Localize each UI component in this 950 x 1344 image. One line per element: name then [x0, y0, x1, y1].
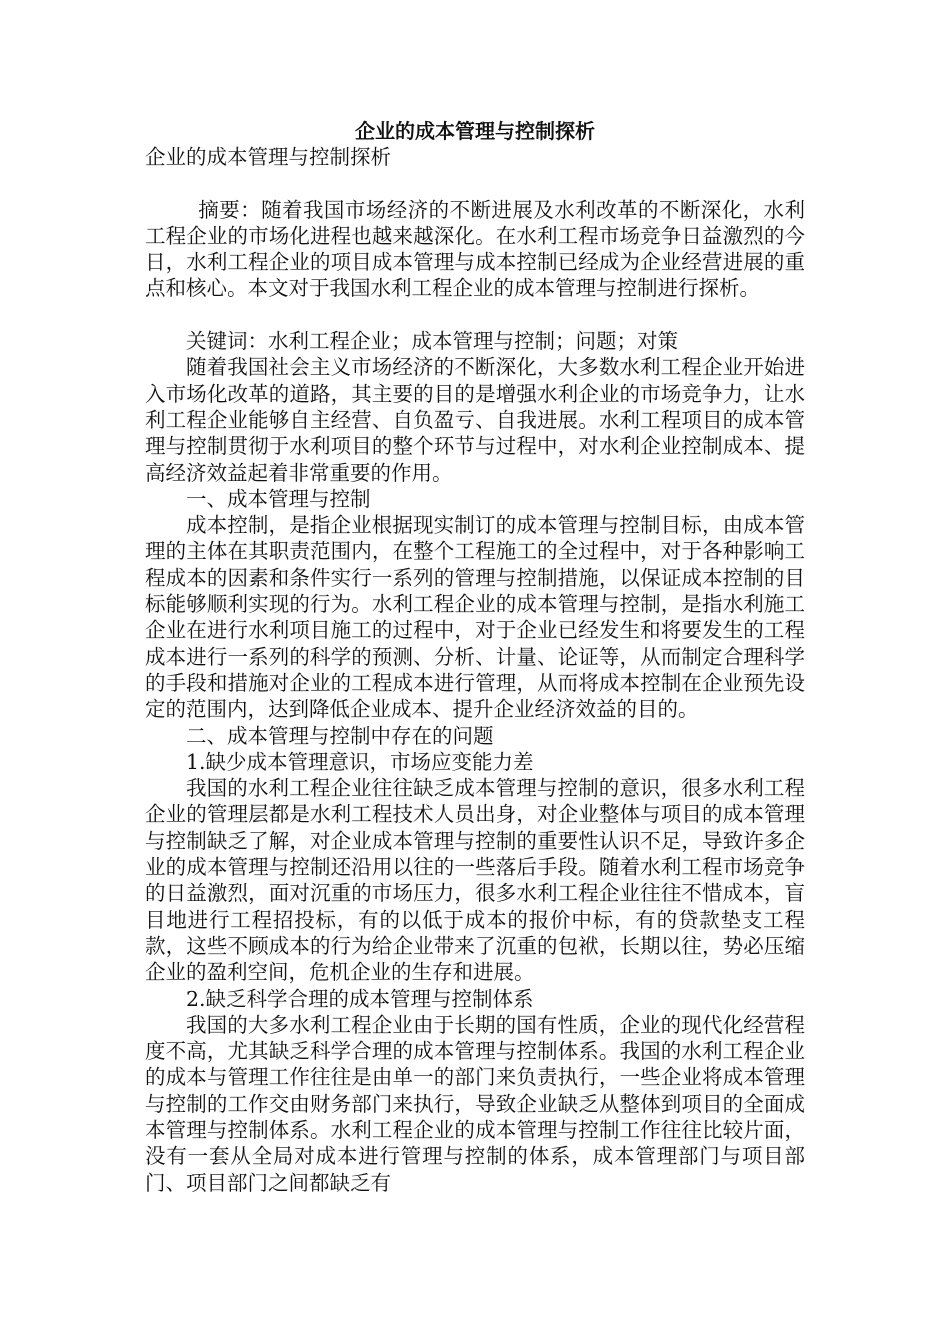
subsection-heading-2: 2.缺乏科学合理的成本管理与控制体系 [186, 986, 534, 1011]
subsection-1-paragraph: 我国的水利工程企业往往缺乏成本管理与控制的意识，很多水利工程企业的管理层都是水利工程技术人员出身，对企业整体与项目的成本管理与控制缺乏了解，对企业成本管理与控制的重要性认识不足，导致许多企业的成本管理与控制还沿用以往的一些落后手段。随着水利工程市场竞争的日益激烈，面对沉重的市场压力，很多水利工程企业往往不惜成本，盲目地进行工程招投标，有的以低于成本的报价中标，有的贷款垫支工程款，这些不顾成本的行为给企业带来了沉重的包袱，长期以往，势必压缩企业的盈利空间，危机企业的生存和进展。 [145, 776, 805, 985]
abstract-paragraph: 摘要：随着我国市场经济的不断进展及水利改革的不断深化，水利工程企业的市场化进程也越来越深化。在水利工程市场竞争日益激烈的今日，水利工程企业的项目成本管理与成本控制已经成为企业经营进展的重点和核心。本文对于我国水利工程企业的成本管理与控制进行探析。 [145, 197, 805, 301]
subsection-heading-1: 1.缺少成本管理意识，市场应变能力差 [186, 749, 534, 774]
section-1-paragraph: 成本控制，是指企业根据现实制订的成本管理与控制目标，由成本管理的主体在其职责范围内，在整个工程施工的全过程中，对于各种影响工程成本的因素和条件实行一系列的管理与控制措施，以保证成本控制的目标能够顺利实现的行为。水利工程企业的成本管理与控制，是指水利施工企业在进行水利项目施工的过程中，对于企业已经发生和将要发生的工程成本进行一系列的科学的预测、分析、计量、论证等，从而制定合理科学的手段和措施对企业的工程成本进行管理，从而将成本控制在企业预先设定的范围内，达到降低企业成本、提升企业经济效益的目的。 [145, 513, 805, 722]
spacer [145, 170, 805, 196]
section-heading-1: 一、成本管理与控制 [186, 486, 371, 511]
document-title: 企业的成本管理与控制探析 [355, 119, 595, 143]
subsection-2-paragraph: 我国的大多水利工程企业由于长期的国有性质，企业的现代化经营程度不高，尤其缺乏科学合理的成本管理与控制体系。我国的水利工程企业的成本与管理工作往往是由单一的部门来负责执行，一些企业将成本管理与控制的工作交由财务部门来执行，导致企业缺乏从整体到项目的全面成本管理与控制体系。水利工程企业的成本管理与控制工作往往比较片面，没有一套从全局对成本进行管理与控制的体系，成本管理部门与项目部门、项目部门之间都缺乏有 [145, 1012, 805, 1195]
intro-paragraph: 随着我国社会主义市场经济的不断深化，大多数水利工程企业开始进入市场化改革的道路，其主要的目的是增强水利企业的市场竞争力，让水利工程企业能够自主经营、自负盈亏、自我进展。水利工程项目的成本管理与控制贯彻于水利项目的整个环节与过程中，对水利企业控制成本、提高经济效益起着非常重要的作用。 [145, 355, 805, 485]
section-heading-2: 二、成本管理与控制中存在的问题 [186, 723, 494, 748]
document-body [145, 118, 805, 1196]
spacer [145, 302, 805, 328]
keywords-line: 关键词：水利工程企业；成本管理与控制；问题；对策 [186, 329, 678, 354]
document-subtitle: 企业的成本管理与控制探析 [145, 145, 391, 169]
